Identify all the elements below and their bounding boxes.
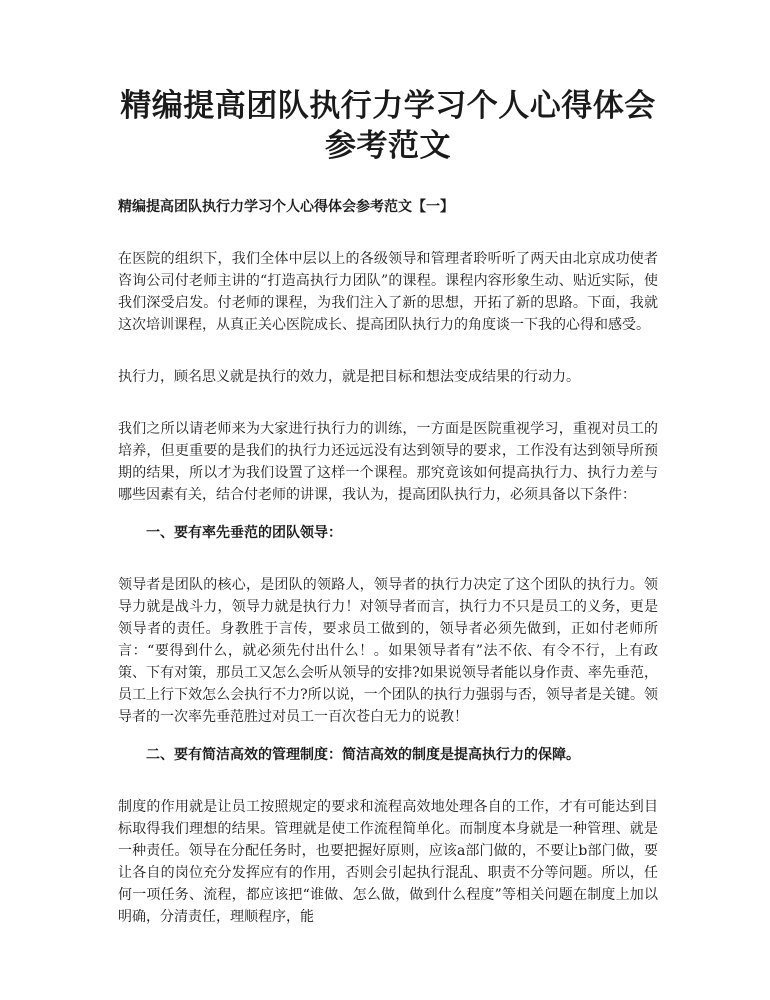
paragraph-intro: 在医院的组织下，我们全体中层以上的各级领导和管理者聆听听了两天由北京成功使者咨询公司付老师主讲的“打造高执行力团队”的课程。课程内容形象生动、贴近实际，使我们深受启发。付老师的课程，为我们注入了新的思想，开拓了新的思路。下面，我就这次培训课程，从真正关心医院成长、提高团队执行力的角度谈一下我的心得和感受。 [118, 251, 658, 333]
document-title: 精编提高团队执行力学习个人心得体会参考范文 [120, 88, 656, 164]
section-heading-2: 二、要有简洁高效的管理制度：简洁高效的制度是提高执行力的保障。 [146, 747, 580, 763]
section-heading-1: 一、要有率先垂范的团队领导： [146, 525, 342, 541]
document-page [118, 86, 658, 928]
paragraph-reason: 我们之所以请老师来为大家进行执行力的训练，一方面是医院重视学习，重视对员工的培养，但更重要的是我们的执行力还远远没有达到领导的要求，工作没有达到领导所预期的结果，所以才为我们设置了这样一个课程。那究竟该如何提高执行力、执行力差与哪些因素有关，结合付老师的讲课，我认为，提高团队执行力，必须具备以下条件： [118, 421, 658, 503]
paragraph-system: 制度的作用就是让员工按照规定的要求和流程高效地处理各自的工作，才有可能达到目标取得我们理想的结果。管理就是使工作流程简单化。而制度本身就是一种管理、就是一种责任。领导在分配任务时，也要把握好原则，应该a部门做的，不要让b部门做，要让各自的岗位充分发挥应有的作用，否则会引起执行混乱、职责不分等问题。所以，任何一项任务、流程，都应该把“谁做、怎么做，做到什么程度”等相关问题在制度上加以明确，分清责任，理顺程序，能 [118, 799, 658, 925]
paragraph-definition: 执行力，顾名思义就是执行的效力，就是把目标和想法变成结果的行动力。 [118, 369, 580, 385]
paragraph-leadership: 领导者是团队的核心，是团队的领路人，领导者的执行力决定了这个团队的执行力。领导力就是战斗力，领导力就是执行力！对领导者而言，执行力不只是员工的义务，更是领导者的责任。身教胜于言传，要求员工做到的，领导者必须先做到，正如付老师所言：“要得到什么，就必须先付出什么！。如果领导者有”法不依、有令不行，上有政策、下有对策，那员工又怎么会听从领导的安排?如果说领导者能以身作责、率先垂范，员工上行下效怎么会执行不力?所以说，一个团队的执行力强弱与否，领导者是关键。领导者的一次率先垂范胜过对员工一百次苍白无力的说教！ [118, 577, 658, 725]
document-subtitle: 精编提高团队执行力学习个人心得体会参考范文【一】 [118, 199, 454, 215]
